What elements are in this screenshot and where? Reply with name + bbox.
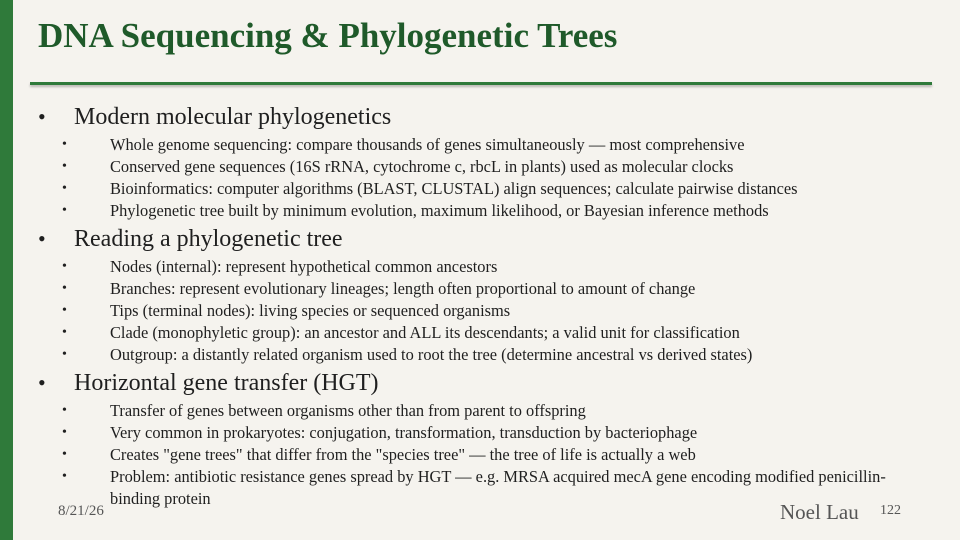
list-item [0,256,960,278]
slide-body [0,100,960,510]
list-item [0,444,960,466]
bullet-icon: • [38,104,46,129]
slide-number: 122 [880,503,901,518]
bullet-icon: • [62,325,67,340]
list-item-text: Outgroup: a distantly related organism used to root the tree (determine ancestral vs derived states) [110,345,753,364]
bullet-icon: • [38,370,46,395]
slide-title: DNA Sequencing & Phylogenetic Trees [38,16,618,55]
section-heading-text: Reading a phylogenetic tree [74,226,343,252]
list-item [0,400,960,422]
list-item [0,322,960,344]
list-item-text: Bioinformatics: computer algorithms (BLAST, CLUSTAL) align sequences; calculate pairwise distances [110,179,798,198]
section-heading-molecular [0,100,960,134]
bullet-icon: • [62,469,67,484]
bullet-icon: • [38,226,46,251]
list-item [0,134,960,156]
list-item [0,156,960,178]
list-item [0,178,960,200]
bullet-icon: • [62,447,67,462]
bullet-icon: • [62,137,67,152]
list-item-text: Conserved gene sequences (16S rRNA, cytochrome c, rbcL in plants) used as molecular clocks [110,157,734,176]
bullet-icon: • [62,181,67,196]
section-heading-text: Modern molecular phylogenetics [74,104,392,130]
list-item [0,344,960,366]
bullet-icon: • [62,281,67,296]
bullet-icon: • [62,347,67,362]
list-item-text: Very common in prokaryotes: conjugation, transformation, transduction by bacteriophage [110,423,698,442]
bullet-icon: • [62,203,67,218]
section-heading-text: Horizontal gene transfer (HGT) [74,370,379,396]
list-item-text: Creates "gene trees" that differ from the "species tree" — the tree of life is actually a web [110,445,696,464]
list-item-text: Clade (monophyletic group): an ancestor and ALL its descendants; a valid unit for classification [110,323,740,342]
bullet-icon: • [62,303,67,318]
section-heading-hgt [0,366,960,400]
list-item-text: Tips (terminal nodes): living species or sequenced organisms [110,301,511,320]
bullet-icon: • [62,159,67,174]
bullet-icon: • [62,403,67,418]
bullet-icon: • [62,425,67,440]
footer-date: 8/21/26 [58,503,104,519]
bullet-icon: • [62,259,67,274]
list-item-text: Transfer of genes between organisms other than from parent to offspring [110,401,586,420]
list-item-text: Nodes (internal): represent hypothetical common ancestors [110,257,498,276]
list-item [0,278,960,300]
title-divider [30,82,932,85]
list-item [0,200,960,222]
list-item-text: Branches: represent evolutionary lineages; length often proportional to amount of change [110,279,696,298]
list-item-text: Phylogenetic tree built by minimum evolution, maximum likelihood, or Bayesian inference methods [110,201,769,220]
footer-author: Noel Lau [780,500,859,524]
list-item-text: Problem: antibiotic resistance genes spread by HGT — e.g. MRSA acquired mecA gene encoding modified penicillin-binding protein [110,467,886,508]
section-heading-reading-tree [0,222,960,256]
list-item-text: Whole genome sequencing: compare thousands of genes simultaneously — most comprehensive [110,135,745,154]
list-item [0,300,960,322]
list-item [0,422,960,444]
